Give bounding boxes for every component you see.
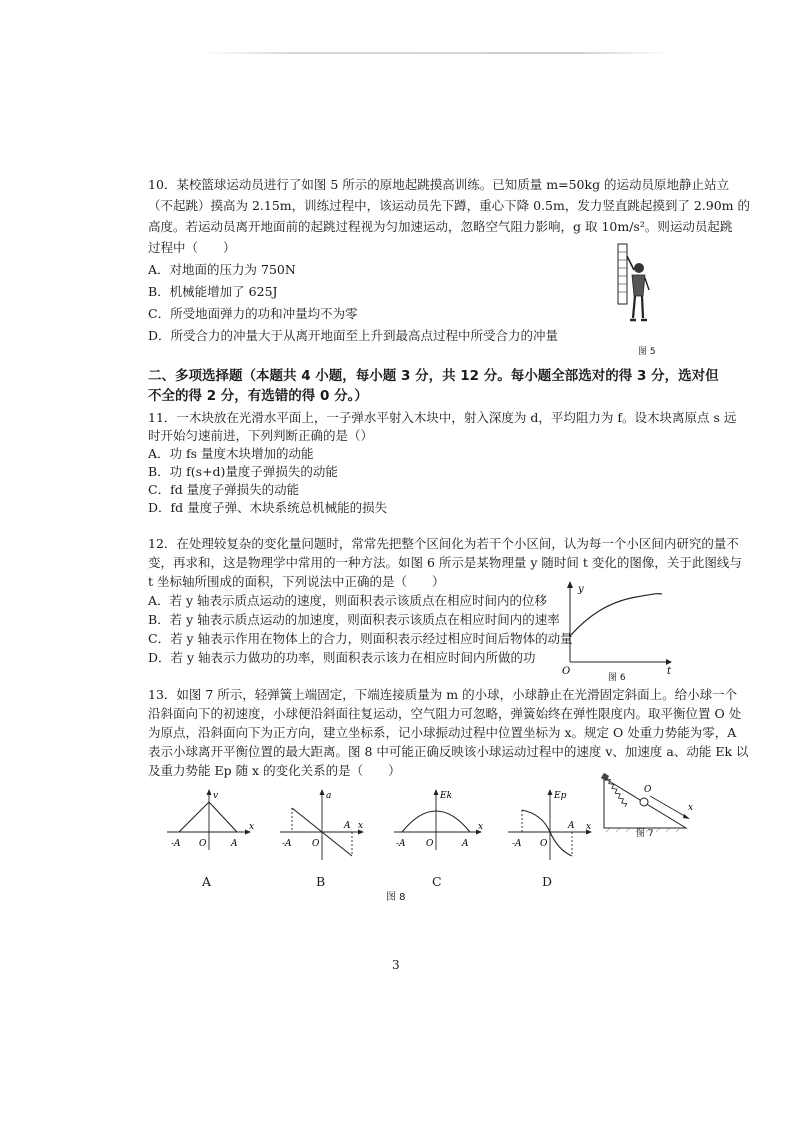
q13-line-3: 为原点，沿斜面向下为正方向，建立坐标系，记小球振动过程中位置坐标为 x。规定 O 处重力势能为零，A <box>148 725 737 740</box>
ball <box>640 798 648 806</box>
figure-5-caption: 图 5 <box>638 347 656 357</box>
graph-d-x-label: x <box>586 822 592 832</box>
figure-6-origin: O <box>562 666 571 677</box>
q12-option-c: C．若 y 轴表示作用在物体上的合力，则面积表示经过相应时间后物体的动量 <box>148 631 573 646</box>
section-2-line-1: 二、多项选择题（本题共 4 小题，每小题 3 分，共 12 分。每小题全部选对的得 3 分，选对但 <box>148 368 719 384</box>
graph-d-letter: D <box>542 874 553 889</box>
q12-line-3: t 坐标轴所围成的面积，下列说法中正确的是（ ） <box>148 574 445 589</box>
graph-a-curve <box>179 802 237 832</box>
q11-line-2: 时开始匀速前进，下列判断正确的是（） <box>148 428 374 443</box>
graph-a-origin: O <box>199 839 207 849</box>
page-number: 3 <box>392 958 400 972</box>
scan-top-line <box>200 52 670 54</box>
figure-6-caption: 图 6 <box>608 673 626 683</box>
q11-option-c: C．fd 量度子弹损失的动能 <box>148 482 300 497</box>
q12-line-2: 变，再求和，这是物理学中常用的一种方法。如图 6 所示是某物理量 y 随时间 t 变化的图像，关于此图线与 <box>148 555 742 570</box>
figure-5-athlete <box>612 240 662 340</box>
q10-option-d: D．所受合力的冲量大于从离开地面至上升到最高点过程中所受合力的冲量 <box>148 328 559 343</box>
figure-7-incline <box>600 772 700 834</box>
q11-option-d: D．fd 量度子弹、木块系统总机械能的损失 <box>148 500 388 515</box>
q12-line-1: 12．在处理较复杂的变化量问题时，常常先把整个区间化为若干个小区间，认为每一个小区间内研究的量不 <box>148 536 739 551</box>
figure-7-caption: 图 7 <box>636 829 654 839</box>
graph-d-pos-label: A <box>568 821 575 831</box>
q12-option-d: D．若 y 轴表示力做功的功率，则面积表示该力在相应时间内所做的功 <box>148 650 536 665</box>
q12-option-a: A．若 y 轴表示质点运动的速度，则面积表示该质点在相应时间内的位移 <box>148 593 548 608</box>
q10-line-4: 过程中（ ） <box>148 240 236 255</box>
q13-line-2: 沿斜面向下的初速度，小球便沿斜面往复运动，空气阻力可忽略，弹簧始终在弹性限度内。取平衡位置 O 处 <box>148 706 742 721</box>
graph-c-origin: O <box>426 839 434 849</box>
figure-6-curve <box>570 594 662 636</box>
q13-line-1: 13．如图 7 所示，轻弹簧上端固定，下端连接质量为 m 的小球，小球静止在光滑固定斜面上。给小球一个 <box>148 687 738 702</box>
graph-a-y-label: v <box>213 791 219 801</box>
graph-a-letter: A <box>202 874 212 889</box>
figure-8-caption: 图 8 <box>386 892 406 903</box>
graph-c-x-label: x <box>478 822 484 832</box>
q13-line-5: 及重力势能 Ep 随 x 的变化关系的是（ ） <box>148 763 401 778</box>
figure-6-t-label: t <box>667 666 672 677</box>
q10-line-1: 10．某校篮球运动员进行了如图 5 所示的原地起跳摸高训练。已知质量 m=50kg 的运动员原地静止站立 <box>148 177 730 192</box>
graph-d-curve <box>522 810 572 856</box>
q10-option-b: B．机械能增加了 625J <box>148 284 278 299</box>
graph-d-neg-label: -A <box>512 839 522 849</box>
q13-line-4: 表示小球离开平衡位置的最大距离。图 8 中可能正确反映该小球运动过程中的速度 v、加速度 a、动能 Ek 以 <box>148 744 749 759</box>
graph-c-pos-label: A <box>462 839 469 849</box>
q11-option-b: B．功 f(s+d)量度子弹损失的动能 <box>148 464 338 479</box>
figure-6-y-label: y <box>578 584 584 595</box>
q11-line-1: 11．一木块放在光滑水平面上，一子弹水平射入木块中，射入深度为 d，平均阻力为 f。设木块离原点 s 远 <box>148 410 737 425</box>
graph-c-letter: C <box>432 874 442 889</box>
graph-b-origin: O <box>312 839 320 849</box>
q11-option-a: A．功 fs 量度木块增加的动能 <box>148 446 314 461</box>
graph-a-neg-label: -A <box>171 839 181 849</box>
q12-option-b: B．若 y 轴表示质点运动的加速度，则面积表示该质点在相应时间内的速率 <box>148 612 560 627</box>
graph-b-pos-label: A <box>344 821 351 831</box>
figure-8-graph-c <box>392 788 487 853</box>
figure-8-graph-b <box>278 788 368 863</box>
q10-line-2: （不起跳）摸高为 2.15m，训练过程中，该运动员先下蹲，重心下降 0.5m，发力竖直跳起摸到了 2.90m 的 <box>148 198 750 213</box>
q10-line-3: 高度。若运动员离开地面前的起跳过程视为匀加速运动，忽略空气阻力影响，g 取 10m/s²。则运动员起跳 <box>148 219 733 234</box>
figure-8-graph-d <box>506 788 596 863</box>
graph-b-x-label: x <box>358 821 364 831</box>
graph-b-neg-label: -A <box>282 839 292 849</box>
q10-option-c: C．所受地面弹力的功和冲量均不为零 <box>148 306 358 321</box>
graph-c-y-label: Ek <box>440 791 453 801</box>
figure-6-graph <box>558 578 678 678</box>
graph-a-x-label: x <box>249 822 255 832</box>
graph-b-letter: B <box>316 874 326 889</box>
figure-7-x-label: x <box>688 803 694 813</box>
graph-c-neg-label: -A <box>396 839 406 849</box>
section-2-line-2: 不全的得 2 分，有选错的得 0 分。） <box>148 388 368 404</box>
figure-8-graph-a <box>165 788 255 853</box>
q10-option-a: A．对地面的压力为 750N <box>148 262 296 277</box>
graph-b-y-label: a <box>326 791 332 801</box>
graph-d-y-label: Ep <box>554 791 567 801</box>
graph-d-origin: O <box>540 839 548 849</box>
graph-a-pos-label: A <box>231 839 238 849</box>
figure-7-o-label: O <box>644 785 652 795</box>
